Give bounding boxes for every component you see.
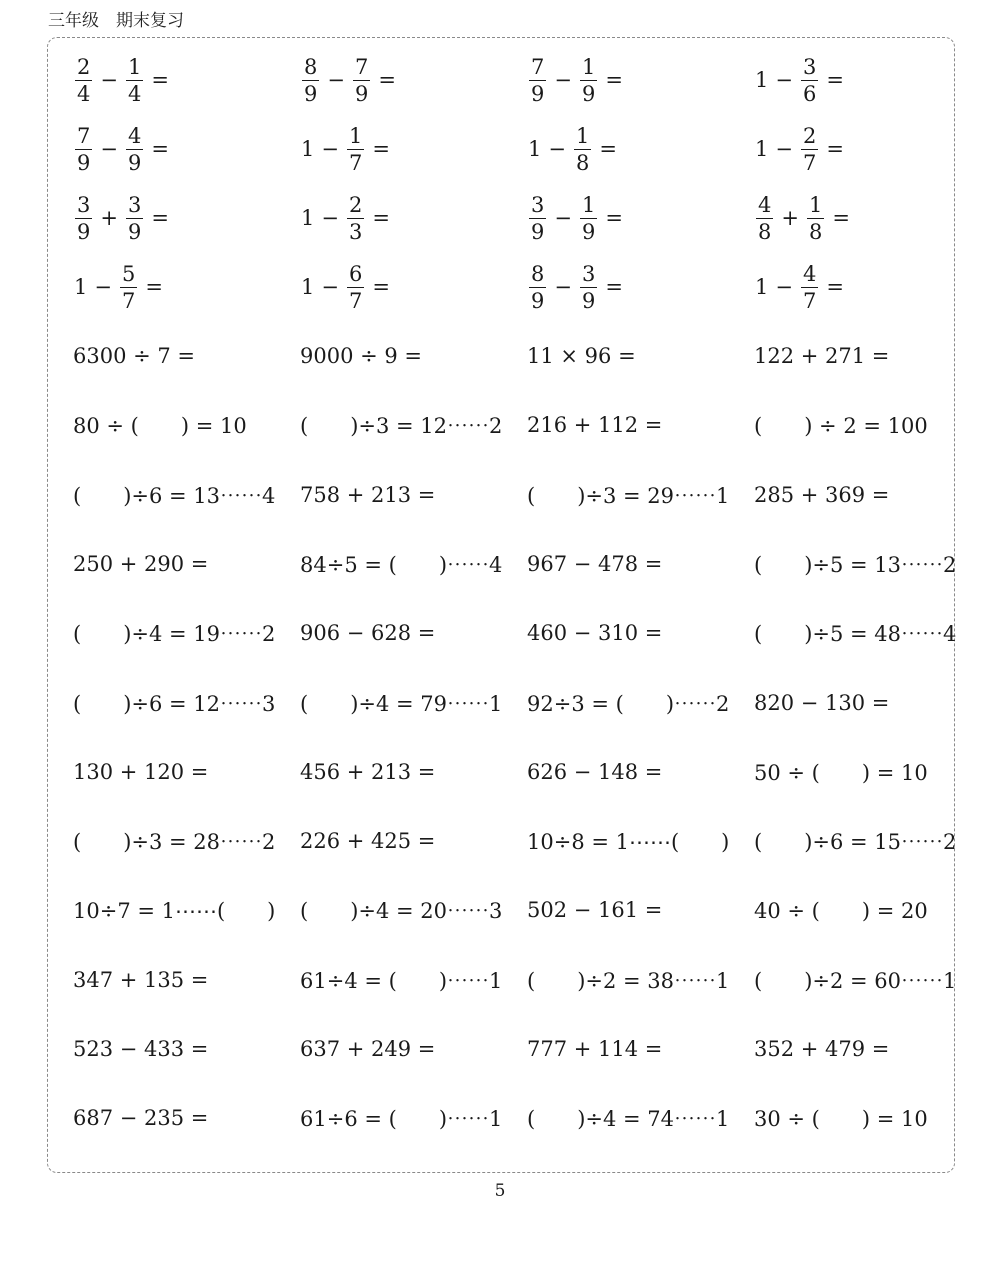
fraction [529, 56, 546, 105]
operator: − [554, 206, 572, 230]
calculation-problem: 9000 ÷ 9 = [300, 344, 423, 368]
denominator: 9 [581, 288, 596, 313]
operator: = [372, 275, 390, 299]
numerator: 1 [581, 54, 596, 79]
numerator: 7 [77, 123, 91, 148]
fraction [75, 56, 92, 105]
calculation-problem: 347 + 135 = [73, 968, 209, 992]
fraction-problem [754, 56, 981, 105]
numerator: 2 [802, 123, 817, 148]
fraction [807, 194, 824, 243]
fraction [756, 194, 773, 243]
calculation-problem: 122 + 271 = [754, 344, 890, 368]
denominator: 8 [575, 150, 590, 175]
calculation-problem: 61÷6 = ( )⋯⋯1 [300, 1107, 503, 1131]
calculation-problem: 130 + 120 = [73, 760, 209, 784]
operator: − [775, 137, 793, 161]
fraction-problem [527, 263, 754, 312]
calculation-problem: 92÷3 = ( )⋯⋯2 [527, 692, 730, 716]
denominator: 9 [581, 219, 596, 244]
calculation-problem: 460 − 310 = [527, 621, 663, 645]
fraction [126, 56, 143, 105]
fraction [529, 263, 546, 312]
calculation-problem: 11 × 96 = [527, 344, 636, 368]
operator: − [548, 137, 566, 161]
whole-number: 1 [301, 137, 315, 161]
calculation-problem: 84÷5 = ( )⋯⋯4 [300, 553, 503, 577]
calculation-problem: 352 + 479 = [754, 1037, 890, 1061]
fraction-problem [73, 125, 300, 174]
calculation-problem: ( )÷3 = 28⋯⋯2 [73, 830, 276, 854]
fraction [126, 194, 143, 243]
calculation-row [73, 813, 973, 869]
fraction-problem [300, 194, 527, 243]
fraction [126, 125, 143, 174]
fraction-problem [754, 125, 981, 174]
fraction [801, 263, 818, 312]
calculation-problem: 40 ÷ ( ) = 20 [754, 899, 928, 923]
fraction [347, 263, 364, 312]
fraction-problem [73, 56, 300, 105]
operator: = [605, 206, 623, 230]
numerator: 3 [581, 261, 596, 286]
fraction [347, 194, 364, 243]
whole-number: 1 [301, 275, 315, 299]
operator: − [554, 275, 572, 299]
fraction [347, 125, 364, 174]
fraction [529, 194, 546, 243]
calculation-problem: 758 + 213 = [300, 483, 436, 507]
operator: = [599, 137, 617, 161]
calculation-problem: ( )÷4 = 19⋯⋯2 [73, 622, 276, 646]
whole-number: 1 [528, 137, 542, 161]
operator: = [826, 137, 844, 161]
operator: = [605, 68, 623, 92]
denominator: 9 [127, 150, 142, 175]
calculation-problem: 6300 ÷ 7 = [73, 344, 196, 368]
calculation-problem: 50 ÷ ( ) = 10 [754, 761, 928, 785]
fraction-problem [527, 125, 754, 174]
denominator: 9 [531, 81, 545, 106]
calculation-problem: 285 + 369 = [754, 483, 890, 507]
numerator: 8 [304, 54, 318, 79]
operator: = [605, 275, 623, 299]
calculation-row [73, 952, 973, 1008]
fraction-problem [73, 194, 300, 243]
operator: − [321, 206, 339, 230]
numerator: 1 [575, 123, 590, 148]
fraction [801, 56, 818, 105]
numerator: 3 [531, 192, 545, 217]
denominator: 9 [304, 81, 318, 106]
calculation-row [73, 467, 973, 523]
calculation-problem: ( )÷5 = 13⋯⋯2 [754, 553, 957, 577]
fraction-row [73, 259, 973, 315]
numerator: 1 [127, 54, 142, 79]
numerator: 1 [348, 123, 363, 148]
numerator: 2 [77, 54, 91, 79]
numerator: 3 [77, 192, 91, 217]
fraction [580, 194, 597, 243]
operator: − [775, 68, 793, 92]
denominator: 9 [77, 219, 91, 244]
fraction-problem [754, 263, 981, 312]
operator: + [100, 206, 118, 230]
calculation-problem: ( )÷6 = 15⋯⋯2 [754, 830, 957, 854]
calculation-problem: 626 − 148 = [527, 760, 663, 784]
operator: − [327, 68, 345, 92]
operator: = [826, 68, 844, 92]
whole-number: 1 [755, 275, 769, 299]
fraction [801, 125, 818, 174]
operator: − [94, 275, 112, 299]
numerator: 1 [808, 192, 823, 217]
calculation-problem: 80 ÷ ( ) = 10 [73, 414, 247, 438]
operator: = [145, 275, 163, 299]
calculation-row [73, 397, 973, 453]
calculation-row [73, 328, 973, 384]
denominator: 7 [121, 288, 136, 313]
calculation-problem: 777 + 114 = [527, 1037, 663, 1061]
calculation-problem: ( )÷6 = 12⋯⋯3 [73, 692, 276, 716]
calculation-problem: 502 − 161 = [527, 898, 663, 922]
calculation-problem: ( )÷3 = 29⋯⋯1 [527, 484, 730, 508]
calculation-problem: ( )÷6 = 13⋯⋯4 [73, 484, 276, 508]
calculation-problem: ( )÷2 = 38⋯⋯1 [527, 969, 730, 993]
calculation-row [73, 882, 973, 938]
calculation-problem: ( )÷4 = 74⋯⋯1 [527, 1107, 730, 1131]
denominator: 9 [354, 81, 369, 106]
operator: + [781, 206, 799, 230]
denominator: 9 [531, 219, 545, 244]
fraction [75, 194, 92, 243]
operator: = [151, 206, 169, 230]
calculation-row [73, 605, 973, 661]
operator: = [151, 137, 169, 161]
calculation-problem: 820 − 130 = [754, 691, 890, 715]
fraction-row [73, 52, 973, 108]
operator: − [321, 137, 339, 161]
calculation-problem: 523 − 433 = [73, 1037, 209, 1061]
denominator: 7 [348, 288, 363, 313]
denominator: 7 [802, 150, 817, 175]
operator: = [378, 68, 396, 92]
fraction-problem [527, 194, 754, 243]
page-header: 三年级 期末复习 [48, 11, 184, 31]
fraction-row [73, 121, 973, 177]
whole-number: 1 [755, 68, 769, 92]
fraction [75, 125, 92, 174]
operator: − [100, 68, 118, 92]
fraction-problem [73, 263, 300, 312]
fraction-problem [300, 263, 527, 312]
calculation-row [73, 744, 973, 800]
calculation-problem: 10÷7 = 1⋯⋯( ) [73, 899, 276, 923]
denominator: 8 [758, 219, 772, 244]
operator: = [372, 137, 390, 161]
calculation-problem: 967 − 478 = [527, 552, 663, 576]
fraction-problem [300, 56, 527, 105]
numerator: 3 [127, 192, 142, 217]
fraction [574, 125, 591, 174]
numerator: 7 [354, 54, 369, 79]
calculation-row [73, 1021, 973, 1077]
fraction-problem [754, 194, 981, 243]
denominator: 4 [77, 81, 91, 106]
fraction [353, 56, 370, 105]
operator: = [151, 68, 169, 92]
fraction [302, 56, 319, 105]
fraction-problem [300, 125, 527, 174]
numerator: 4 [758, 192, 772, 217]
denominator: 6 [802, 81, 817, 106]
denominator: 4 [127, 81, 142, 106]
denominator: 8 [808, 219, 823, 244]
operator: = [372, 206, 390, 230]
calculation-problem: 216 + 112 = [527, 413, 663, 437]
numerator: 7 [531, 54, 545, 79]
denominator: 9 [581, 81, 596, 106]
numerator: 2 [348, 192, 363, 217]
calculation-problem: 456 + 213 = [300, 760, 436, 784]
denominator: 9 [127, 219, 142, 244]
calculation-problem: ( ) ÷ 2 = 100 [754, 414, 928, 438]
calculation-problem: 10÷8 = 1⋯⋯( ) [527, 830, 730, 854]
calculation-problem: 226 + 425 = [300, 829, 436, 853]
calculation-problem: ( )÷2 = 60⋯⋯1 [754, 969, 957, 993]
denominator: 7 [802, 288, 817, 313]
numerator: 6 [348, 261, 363, 286]
operator: − [554, 68, 572, 92]
numerator: 1 [581, 192, 596, 217]
numerator: 4 [802, 261, 817, 286]
denominator: 9 [77, 150, 91, 175]
numerator: 8 [531, 261, 545, 286]
fraction-problem [527, 56, 754, 105]
fraction [580, 56, 597, 105]
calculation-problem: 30 ÷ ( ) = 10 [754, 1107, 928, 1131]
calculation-problem: 250 + 290 = [73, 552, 209, 576]
operator: − [775, 275, 793, 299]
fraction [580, 263, 597, 312]
calculation-problem: 687 − 235 = [73, 1106, 209, 1130]
numerator: 3 [802, 54, 817, 79]
operator: − [100, 137, 118, 161]
denominator: 7 [348, 150, 363, 175]
calculation-problem: 61÷4 = ( )⋯⋯1 [300, 969, 503, 993]
calculation-row [73, 675, 973, 731]
operator: = [826, 275, 844, 299]
calculation-problem: ( )÷3 = 12⋯⋯2 [300, 414, 503, 438]
whole-number: 1 [301, 206, 315, 230]
fraction [120, 263, 137, 312]
whole-number: 1 [74, 275, 88, 299]
numerator: 4 [127, 123, 142, 148]
operator: = [832, 206, 850, 230]
calculation-row [73, 1090, 973, 1146]
calculation-problem: ( )÷4 = 79⋯⋯1 [300, 692, 503, 716]
whole-number: 1 [755, 137, 769, 161]
operator: − [321, 275, 339, 299]
calculation-problem: ( )÷5 = 48⋯⋯4 [754, 622, 957, 646]
fraction-row [73, 190, 973, 246]
denominator: 9 [531, 288, 545, 313]
calculation-row [73, 536, 973, 592]
page-number: 5 [494, 1181, 506, 1201]
denominator: 3 [348, 219, 363, 244]
calculation-problem: 637 + 249 = [300, 1037, 436, 1061]
calculation-problem: 906 − 628 = [300, 621, 436, 645]
numerator: 5 [121, 261, 136, 286]
calculation-problem: ( )÷4 = 20⋯⋯3 [300, 899, 503, 923]
